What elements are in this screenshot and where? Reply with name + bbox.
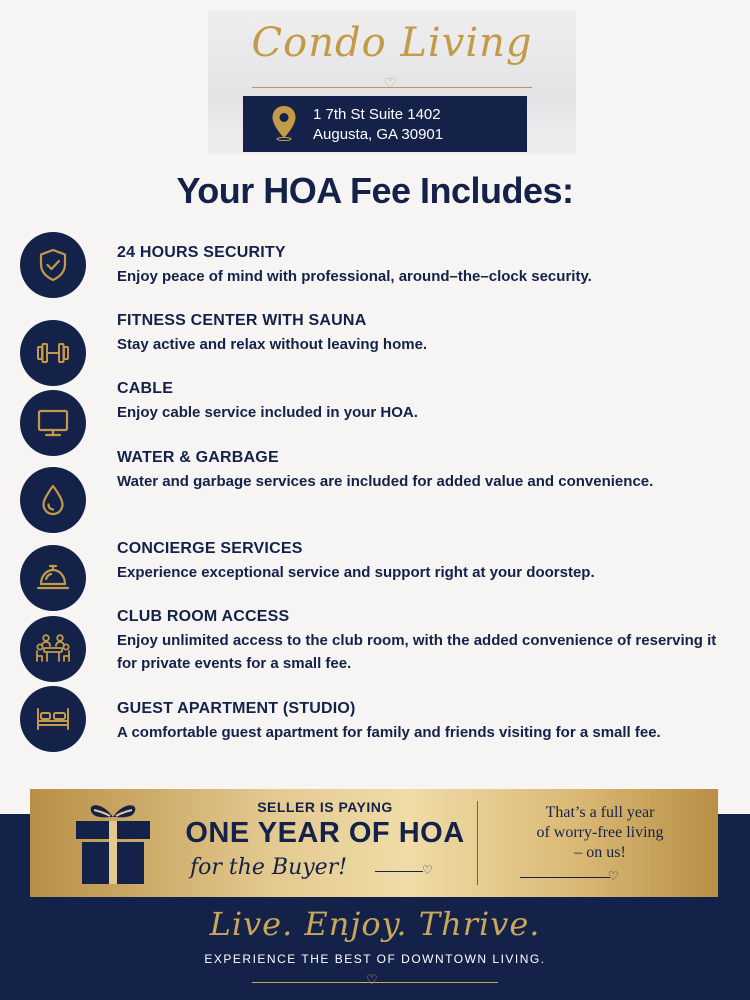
brand-logo-text: Condo Living xyxy=(251,20,533,66)
address-text xyxy=(313,105,443,145)
promo-banner xyxy=(30,789,718,897)
heart-icon: ♡ xyxy=(608,869,619,883)
gift-icon xyxy=(72,795,154,887)
banner-divider xyxy=(477,801,478,885)
banner-aside-text xyxy=(490,803,710,863)
heart-icon: ♡ xyxy=(366,972,378,987)
feature-description: Enjoy unlimited access to the club room, with the added convenience of reserving it for private events for a small fee. xyxy=(117,632,717,672)
feature-description: Water and garbage services are included for added value and convenience. xyxy=(117,473,654,490)
page-title: Your HOA Fee Includes: xyxy=(176,170,574,211)
heart-icon: ♡ xyxy=(422,863,433,877)
feature-title: CONCIERGE SERVICES xyxy=(117,540,303,557)
banner-headline: ONE YEAR OF HOA xyxy=(185,817,465,849)
feature-title: GUEST APARTMENT (STUDIO) xyxy=(117,700,356,717)
service-bell-icon xyxy=(20,545,86,611)
aside-line: of worry-free living xyxy=(536,824,664,841)
feature-title: FITNESS CENTER WITH SAUNA xyxy=(117,312,367,329)
bed-icon xyxy=(20,686,86,752)
meeting-table-icon xyxy=(20,616,86,682)
heart-icon: ♡ xyxy=(384,75,397,91)
feature-description: Enjoy cable service included in your HOA. xyxy=(117,404,418,421)
tv-monitor-icon xyxy=(20,390,86,456)
address-line2: Augusta, GA 30901 xyxy=(313,126,444,143)
feature-description: Enjoy peace of mind with professional, around–the–clock security. xyxy=(117,268,592,285)
banner-script-text: for the Buyer! xyxy=(190,855,348,880)
banner-kicker: SELLER IS PAYING xyxy=(257,799,393,815)
feature-description: Experience exceptional service and support right at your doorstep. xyxy=(117,564,595,581)
feature-title: 24 HOURS SECURITY xyxy=(117,244,286,261)
feature-title: CLUB ROOM ACCESS xyxy=(117,608,290,625)
address-line1: 1 7th St Suite 1402 xyxy=(313,106,441,123)
address-box xyxy=(243,96,527,152)
feature-title: CABLE xyxy=(117,380,174,397)
feature-description: Stay active and relax without leaving home. xyxy=(117,336,428,353)
feature-title: WATER & GARBAGE xyxy=(117,449,279,466)
aside-flourish xyxy=(520,877,610,878)
footer-subtagline: EXPERIENCE THE BEST OF DOWNTOWN LIVING. xyxy=(204,952,546,966)
dumbbell-icon xyxy=(20,320,86,386)
aside-line: – on us! xyxy=(574,844,626,861)
shield-check-icon xyxy=(20,232,86,298)
aside-line: That’s a full year xyxy=(545,804,655,821)
banner-flourish xyxy=(375,871,423,872)
footer-tagline: Live. Enjoy. Thrive. xyxy=(209,905,541,943)
water-drop-icon xyxy=(20,467,86,533)
map-pin-icon xyxy=(271,105,297,141)
feature-description: A comfortable guest apartment for family and friends visiting for a small fee. xyxy=(117,724,661,741)
